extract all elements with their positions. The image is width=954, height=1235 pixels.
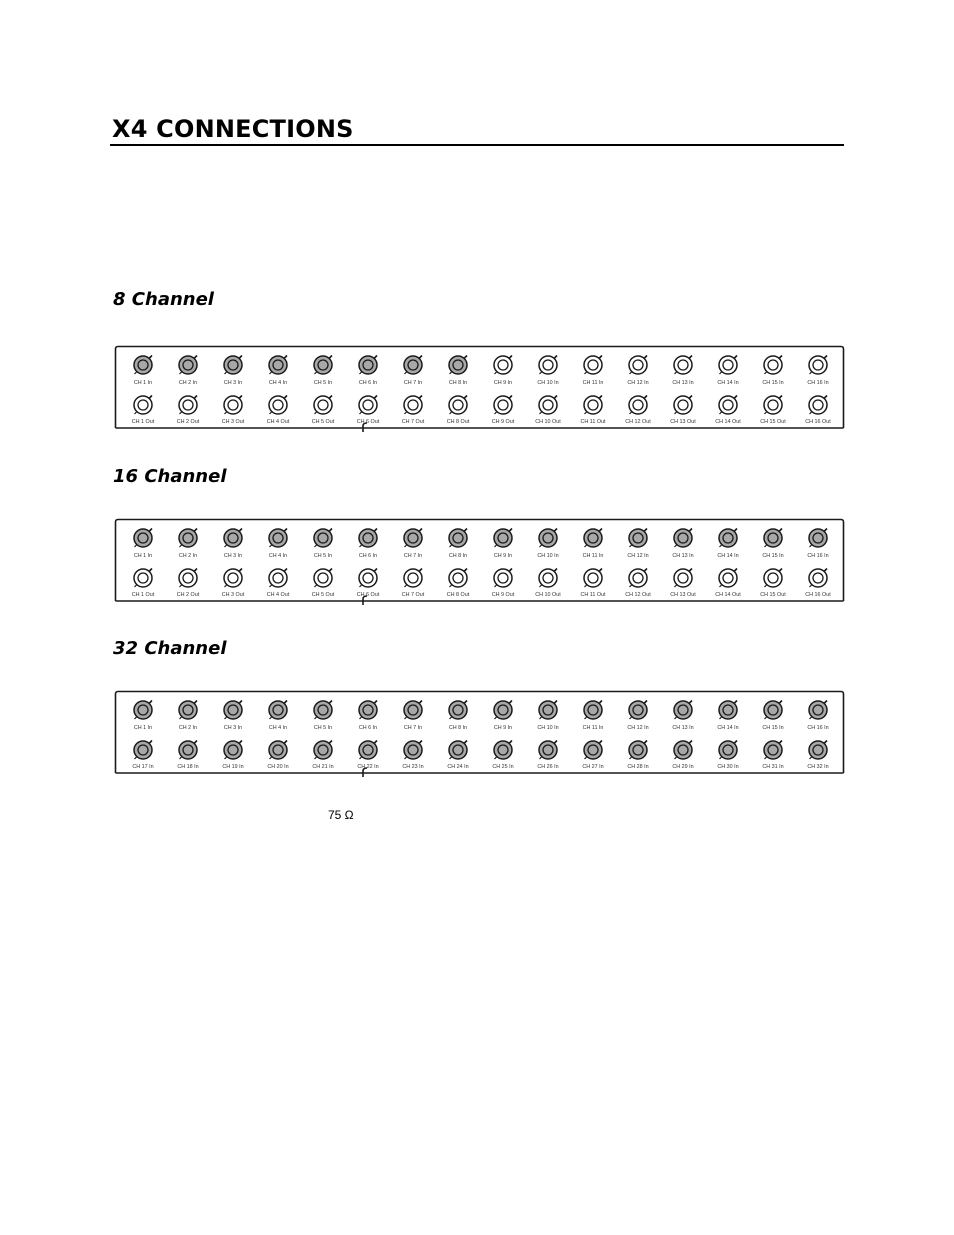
bnc-connector-icon bbox=[758, 353, 788, 377]
bnc-connector-icon bbox=[803, 738, 833, 762]
bnc-connector-icon bbox=[668, 526, 698, 550]
bnc-connector-icon bbox=[218, 698, 248, 722]
connector-label: CH 16 In bbox=[807, 380, 829, 386]
connector-label: CH 24 In bbox=[447, 764, 469, 770]
bnc-connector-icon bbox=[173, 738, 203, 762]
bnc-connector-icon bbox=[623, 393, 653, 417]
connector-label: CH 7 Out bbox=[401, 419, 425, 425]
connector-label: CH 22 In bbox=[357, 764, 379, 770]
connector-label: CH 5 In bbox=[313, 553, 333, 559]
connector-label: CH 3 Out bbox=[221, 419, 245, 425]
bnc-connector-icon bbox=[128, 738, 158, 762]
connector-label: CH 10 In bbox=[537, 725, 559, 731]
connector-label: CH 5 In bbox=[313, 380, 333, 386]
connector-label: CH 5 In bbox=[313, 725, 333, 731]
connector-label: CH 12 In bbox=[627, 380, 649, 386]
bnc-connector-icon bbox=[758, 738, 788, 762]
bnc-connector-icon bbox=[668, 738, 698, 762]
connector-label: CH 13 Out bbox=[670, 592, 696, 598]
bnc-connector-icon bbox=[623, 738, 653, 762]
connector-label: CH 13 In bbox=[672, 553, 694, 559]
bnc-connector-icon bbox=[173, 393, 203, 417]
bnc-connector-icon bbox=[263, 738, 293, 762]
connector-label: CH 1 In bbox=[133, 725, 153, 731]
bnc-connector-icon bbox=[803, 393, 833, 417]
bnc-connector-icon bbox=[353, 698, 383, 722]
bnc-connector-icon bbox=[218, 353, 248, 377]
bnc-connector-icon bbox=[668, 566, 698, 590]
connector-label: CH 14 In bbox=[717, 380, 739, 386]
panel-16-channel bbox=[115, 519, 844, 601]
bnc-connector-icon bbox=[128, 698, 158, 722]
bnc-connector-icon bbox=[533, 526, 563, 550]
connector-label: CH 11 In bbox=[582, 725, 604, 731]
connector-label: CH 6 In bbox=[358, 380, 378, 386]
connector-label: CH 6 Out bbox=[356, 419, 380, 425]
bnc-connector-icon bbox=[488, 566, 518, 590]
bnc-connector-icon bbox=[173, 353, 203, 377]
connector-label: CH 4 Out bbox=[266, 419, 290, 425]
bnc-connector-icon bbox=[308, 353, 338, 377]
bnc-connector-icon bbox=[533, 738, 563, 762]
bnc-connector-icon bbox=[398, 738, 428, 762]
bnc-connector-icon bbox=[443, 353, 473, 377]
bnc-connector-icon bbox=[713, 353, 743, 377]
bnc-connector-icon bbox=[758, 566, 788, 590]
connector-label: CH 21 In bbox=[312, 764, 334, 770]
bnc-connector-icon bbox=[533, 566, 563, 590]
connector-label: CH 23 In bbox=[402, 764, 424, 770]
impedance-note: 75 Ω bbox=[328, 808, 354, 822]
bnc-connector-icon bbox=[488, 353, 518, 377]
connector-label: CH 2 Out bbox=[176, 592, 200, 598]
connector-label: CH 13 In bbox=[672, 380, 694, 386]
connector-label: CH 3 In bbox=[223, 725, 243, 731]
page-title: X4 CONNECTIONS bbox=[112, 115, 354, 143]
connector-label: CH 9 Out bbox=[491, 419, 515, 425]
bnc-connector-icon bbox=[668, 393, 698, 417]
connector-label: CH 28 In bbox=[627, 764, 649, 770]
connector-label: CH 10 Out bbox=[535, 592, 561, 598]
bnc-connector-icon bbox=[488, 738, 518, 762]
connector-label: CH 9 In bbox=[493, 553, 513, 559]
panel-32-channel bbox=[115, 691, 844, 773]
connector-label: CH 12 Out bbox=[625, 419, 651, 425]
bnc-connector-icon bbox=[443, 738, 473, 762]
connector-label: CH 2 Out bbox=[176, 419, 200, 425]
bnc-connector-icon bbox=[533, 393, 563, 417]
bnc-connector-icon bbox=[758, 526, 788, 550]
bnc-connector-icon bbox=[353, 393, 383, 417]
bnc-connector-icon bbox=[803, 353, 833, 377]
bnc-connector-icon bbox=[263, 698, 293, 722]
connector-label: CH 9 Out bbox=[491, 592, 515, 598]
bnc-connector-icon bbox=[308, 738, 338, 762]
connector-label: CH 16 Out bbox=[805, 419, 831, 425]
connector-label: CH 17 In bbox=[132, 764, 154, 770]
connector-label: CH 5 Out bbox=[311, 419, 335, 425]
connector-label: CH 4 In bbox=[268, 725, 288, 731]
bnc-connector-icon bbox=[263, 393, 293, 417]
connector-label: CH 2 In bbox=[178, 553, 198, 559]
connector-label: CH 20 In bbox=[267, 764, 289, 770]
connector-label: CH 12 In bbox=[627, 553, 649, 559]
bnc-connector-icon bbox=[578, 393, 608, 417]
bnc-connector-icon bbox=[488, 393, 518, 417]
bnc-connector-icon bbox=[488, 698, 518, 722]
bnc-connector-icon bbox=[533, 353, 563, 377]
bnc-connector-icon bbox=[758, 698, 788, 722]
connector-label: CH 1 In bbox=[133, 553, 153, 559]
bnc-connector-icon bbox=[668, 698, 698, 722]
connector-label: CH 9 In bbox=[493, 380, 513, 386]
bnc-connector-icon bbox=[398, 526, 428, 550]
connector-label: CH 1 Out bbox=[131, 419, 155, 425]
heading-32-channel: 32 Channel bbox=[113, 638, 227, 659]
connector-label: CH 8 In bbox=[448, 725, 468, 731]
bnc-connector-icon bbox=[623, 566, 653, 590]
bnc-connector-icon bbox=[263, 353, 293, 377]
connector-label: CH 16 In bbox=[807, 553, 829, 559]
connector-label: CH 1 In bbox=[133, 380, 153, 386]
connector-label: CH 10 In bbox=[537, 380, 559, 386]
bnc-connector-icon bbox=[713, 698, 743, 722]
bnc-connector-icon bbox=[353, 353, 383, 377]
bnc-connector-icon bbox=[398, 566, 428, 590]
connector-label: CH 30 In bbox=[717, 764, 739, 770]
connector-label: CH 8 In bbox=[448, 553, 468, 559]
heading-16-channel: 16 Channel bbox=[113, 466, 227, 487]
connector-label: CH 16 Out bbox=[805, 592, 831, 598]
connector-label: CH 11 Out bbox=[580, 419, 606, 425]
connector-label: CH 14 Out bbox=[715, 592, 741, 598]
bnc-connector-icon bbox=[128, 526, 158, 550]
connector-label: CH 13 Out bbox=[670, 419, 696, 425]
bnc-connector-icon bbox=[578, 353, 608, 377]
bnc-connector-icon bbox=[443, 393, 473, 417]
bnc-connector-icon bbox=[218, 738, 248, 762]
bnc-connector-icon bbox=[218, 566, 248, 590]
heading-8-channel: 8 Channel bbox=[113, 289, 214, 310]
connector-label: CH 10 In bbox=[537, 553, 559, 559]
bnc-connector-icon bbox=[758, 393, 788, 417]
bnc-connector-icon bbox=[353, 738, 383, 762]
connector-label: CH 5 Out bbox=[311, 592, 335, 598]
connector-label: CH 15 In bbox=[762, 553, 784, 559]
title-rule bbox=[110, 144, 844, 146]
bnc-connector-icon bbox=[218, 526, 248, 550]
bnc-connector-icon bbox=[308, 526, 338, 550]
connector-label: CH 15 In bbox=[762, 380, 784, 386]
connector-label: CH 16 In bbox=[807, 725, 829, 731]
bnc-connector-icon bbox=[488, 526, 518, 550]
panel-8-channel bbox=[115, 346, 844, 428]
bnc-connector-icon bbox=[128, 353, 158, 377]
connector-label: CH 3 Out bbox=[221, 592, 245, 598]
connector-label: CH 13 In bbox=[672, 725, 694, 731]
bnc-connector-icon bbox=[668, 353, 698, 377]
bnc-connector-icon bbox=[173, 698, 203, 722]
connector-label: CH 6 Out bbox=[356, 592, 380, 598]
connector-label: CH 4 In bbox=[268, 380, 288, 386]
connector-label: CH 6 In bbox=[358, 553, 378, 559]
bnc-connector-icon bbox=[578, 698, 608, 722]
bnc-connector-icon bbox=[218, 393, 248, 417]
bnc-connector-icon bbox=[173, 526, 203, 550]
bnc-connector-icon bbox=[803, 526, 833, 550]
bnc-connector-icon bbox=[353, 526, 383, 550]
bnc-connector-icon bbox=[308, 393, 338, 417]
bnc-connector-icon bbox=[443, 526, 473, 550]
connector-label: CH 12 Out bbox=[625, 592, 651, 598]
bnc-connector-icon bbox=[623, 526, 653, 550]
bnc-connector-icon bbox=[398, 353, 428, 377]
bnc-connector-icon bbox=[263, 526, 293, 550]
bnc-connector-icon bbox=[353, 566, 383, 590]
connector-label: CH 6 In bbox=[358, 725, 378, 731]
bnc-connector-icon bbox=[713, 738, 743, 762]
bnc-connector-icon bbox=[623, 353, 653, 377]
bnc-connector-icon bbox=[263, 566, 293, 590]
connector-label: CH 11 In bbox=[582, 553, 604, 559]
connector-label: CH 32 In bbox=[807, 764, 829, 770]
bnc-connector-icon bbox=[713, 393, 743, 417]
bnc-connector-icon bbox=[173, 566, 203, 590]
connector-label: CH 8 Out bbox=[446, 592, 470, 598]
connector-label: CH 25 In bbox=[492, 764, 514, 770]
connector-label: CH 9 In bbox=[493, 725, 513, 731]
connector-label: CH 11 Out bbox=[580, 592, 606, 598]
connector-label: CH 12 In bbox=[627, 725, 649, 731]
connector-label: CH 7 Out bbox=[401, 592, 425, 598]
connector-label: CH 2 In bbox=[178, 380, 198, 386]
bnc-connector-icon bbox=[308, 698, 338, 722]
connector-label: CH 18 In bbox=[177, 764, 199, 770]
bnc-connector-icon bbox=[308, 566, 338, 590]
bnc-connector-icon bbox=[578, 526, 608, 550]
connector-label: CH 7 In bbox=[403, 725, 423, 731]
connector-label: CH 8 In bbox=[448, 380, 468, 386]
connector-label: CH 7 In bbox=[403, 553, 423, 559]
connector-label: CH 8 Out bbox=[446, 419, 470, 425]
connector-label: CH 4 Out bbox=[266, 592, 290, 598]
connector-label: CH 10 Out bbox=[535, 419, 561, 425]
connector-label: CH 31 In bbox=[762, 764, 784, 770]
bnc-connector-icon bbox=[713, 526, 743, 550]
connector-label: CH 29 In bbox=[672, 764, 694, 770]
connector-label: CH 7 In bbox=[403, 380, 423, 386]
connector-label: CH 2 In bbox=[178, 725, 198, 731]
connector-label: CH 19 In bbox=[222, 764, 244, 770]
connector-label: CH 15 In bbox=[762, 725, 784, 731]
connector-label: CH 14 In bbox=[717, 725, 739, 731]
connector-label: CH 1 Out bbox=[131, 592, 155, 598]
bnc-connector-icon bbox=[713, 566, 743, 590]
bnc-connector-icon bbox=[803, 698, 833, 722]
connector-label: CH 11 In bbox=[582, 380, 604, 386]
connector-label: CH 3 In bbox=[223, 380, 243, 386]
connector-label: CH 14 In bbox=[717, 553, 739, 559]
bnc-connector-icon bbox=[578, 566, 608, 590]
bnc-connector-icon bbox=[128, 393, 158, 417]
connector-label: CH 14 Out bbox=[715, 419, 741, 425]
connector-label: CH 4 In bbox=[268, 553, 288, 559]
connector-label: CH 3 In bbox=[223, 553, 243, 559]
connector-label: CH 27 In bbox=[582, 764, 604, 770]
bnc-connector-icon bbox=[443, 698, 473, 722]
bnc-connector-icon bbox=[398, 393, 428, 417]
bnc-connector-icon bbox=[803, 566, 833, 590]
bnc-connector-icon bbox=[578, 738, 608, 762]
connector-label: CH 15 Out bbox=[760, 592, 786, 598]
bnc-connector-icon bbox=[533, 698, 563, 722]
connector-label: CH 15 Out bbox=[760, 419, 786, 425]
connector-label: CH 26 In bbox=[537, 764, 559, 770]
bnc-connector-icon bbox=[623, 698, 653, 722]
bnc-connector-icon bbox=[398, 698, 428, 722]
bnc-connector-icon bbox=[443, 566, 473, 590]
bnc-connector-icon bbox=[128, 566, 158, 590]
